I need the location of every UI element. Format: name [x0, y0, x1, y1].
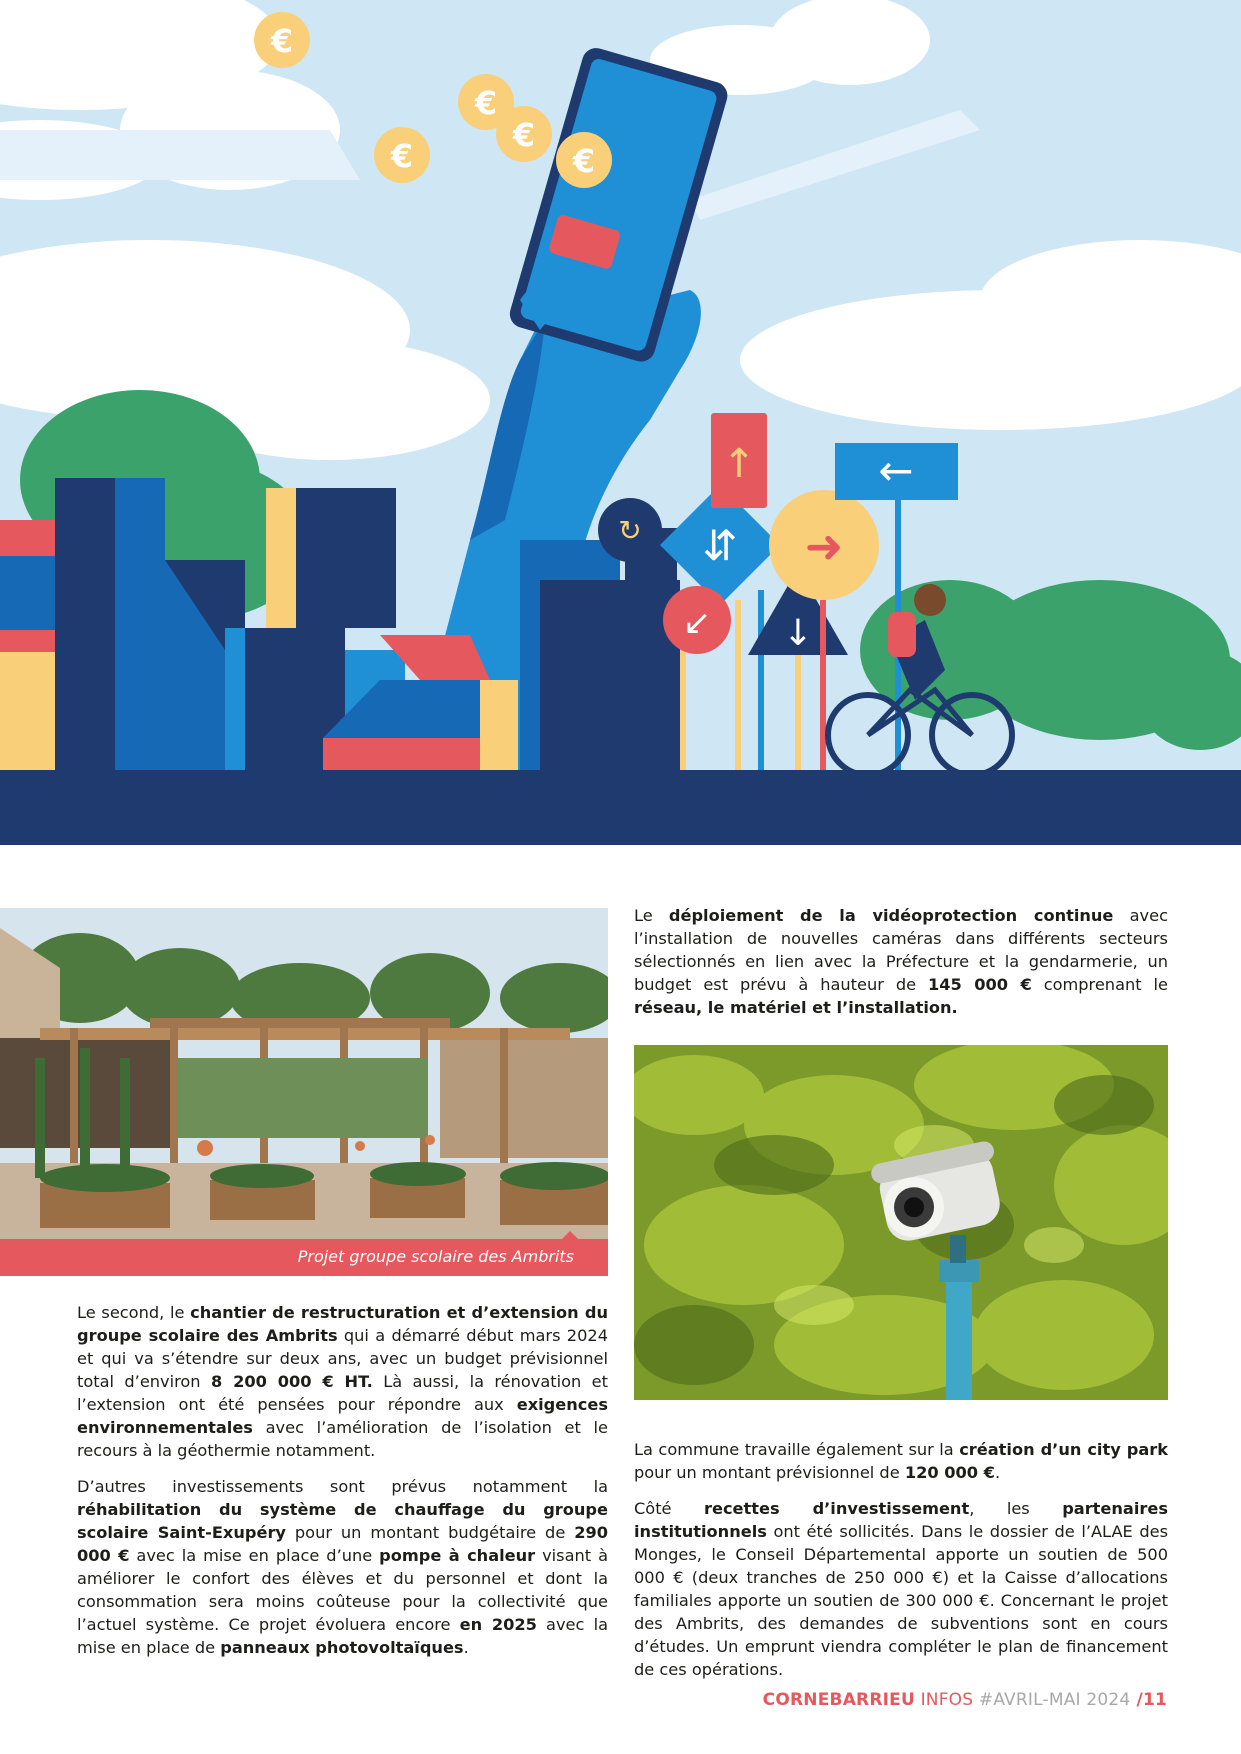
svg-text:€: € — [270, 22, 294, 60]
text-run: . — [463, 1638, 469, 1657]
bold-run: 120 000 € — [904, 1463, 995, 1482]
svg-text:€: € — [390, 137, 414, 175]
footer-issue: #AVRIL-MAI 2024 — [978, 1690, 1131, 1710]
svg-text:€: € — [512, 116, 536, 154]
text-run: , les — [969, 1499, 1063, 1518]
svg-text:↑: ↑ — [722, 441, 756, 487]
bold-run: réseau, le matériel et l’installation. — [634, 998, 958, 1017]
svg-text:↓: ↓ — [782, 613, 814, 654]
photo-caption-bar — [0, 1239, 608, 1276]
svg-text:←: ← — [878, 446, 914, 495]
bold-run: pompe à chaleur — [379, 1546, 536, 1565]
cctv-camera-photo — [634, 1045, 1168, 1400]
svg-text:⇵: ⇵ — [702, 521, 738, 570]
bold-run: réhabilitation du système de chauffage du groupe scolaire Saint-Exupéry — [77, 1500, 608, 1542]
bold-run: recettes d’investissement — [703, 1499, 970, 1518]
svg-text:€: € — [572, 142, 596, 180]
euro-coin-icon — [556, 132, 612, 188]
paragraph — [77, 1301, 608, 1462]
bold-run: exigences environnementales — [77, 1395, 608, 1437]
left-column-text — [77, 1301, 608, 1672]
paragraph — [77, 1475, 608, 1659]
ambrits-school-render — [0, 908, 608, 1239]
caption-notch — [562, 1231, 578, 1239]
videoprotection-paragraph — [634, 904, 1168, 1032]
svg-text:↙: ↙ — [682, 603, 712, 643]
text-run: avec la mise en place de — [77, 1615, 608, 1657]
footer-brand: CORNEBARRIEU — [762, 1690, 915, 1710]
euro-coin-icon — [496, 106, 552, 162]
text-run: Là aussi, la rénovation et l’extension ont été pensées pour répondre aux — [77, 1372, 608, 1414]
paragraph — [634, 1438, 1168, 1484]
bold-run: création d’un city park — [959, 1440, 1168, 1459]
text-run: . — [994, 1463, 1001, 1482]
school-courtyard-image — [0, 908, 608, 1239]
bold-run: 290 000 € — [77, 1523, 608, 1565]
footer-infos: INFOS — [920, 1690, 974, 1710]
text-run: D’autres investissements sont prévus notamment la — [77, 1477, 608, 1496]
text-run: comprenant le — [1031, 975, 1168, 994]
page-footer — [763, 1690, 1167, 1710]
text-run: Le — [634, 906, 669, 925]
video-text — [634, 904, 1168, 1019]
svg-text:↻: ↻ — [618, 514, 642, 547]
bold-run: partenaires institutionnels — [634, 1499, 1168, 1541]
text-run: pour un montant prévisionnel de — [634, 1463, 905, 1482]
text-run: avec l’installation de nouvelles caméras dans différents secteurs sélectionnés en lien avec la Préfecture et la gendarmerie, un budget est prévu à hauteur de — [634, 906, 1168, 994]
text-run: avec l’amélioration de l’isolation et le recours à la géothermie notamment. — [77, 1418, 608, 1460]
hero-illustration — [0, 0, 1241, 845]
security-camera-image — [634, 1045, 1168, 1400]
page-number: 11 — [1142, 1690, 1167, 1710]
svg-text:➜: ➜ — [804, 519, 844, 573]
text-run: qui a démarré début mars 2024 et qui va s’étendre sur deux ans, avec un budget prévisionnel total d’environ — [77, 1326, 608, 1391]
text-run: avec la mise en place d’une — [129, 1546, 380, 1565]
city-smartphone-illustration — [0, 0, 1241, 845]
text-run: Le second, le — [77, 1303, 191, 1322]
text-run: visant à améliorer le confort des élèves et du personnel et dont la consommation sera moins coûteuse pour la collectivité que l’actuel système. Ce projet évoluera encore — [77, 1546, 608, 1634]
photo-caption: Projet groupe scolaire des Ambrits — [297, 1247, 574, 1266]
right-column-text — [634, 1438, 1168, 1694]
bold-run: panneaux photovoltaïques — [220, 1638, 464, 1657]
paragraph — [634, 1497, 1168, 1681]
text-run: pour un montant budgétaire de — [285, 1523, 575, 1542]
euro-coin-icon — [374, 127, 430, 183]
text-run: ont été sollicités. Dans le dossier de l’ALAE des Monges, le Conseil Départemental apporte un soutien de 500 000 € (deux tranches de 250 000 €) et la Caisse d’allocations familiales apporte un soutien de 300 000 €. Concernant le projet des Ambrits, des demandes de subventions sont en cours d’études. Un emprunt viendra compléter le plan de financement de ces opérations. — [634, 1522, 1168, 1679]
bold-run: en 2025 — [459, 1615, 537, 1634]
bold-run: chantier de restructuration et d’extension du groupe scolaire des Ambrits — [77, 1303, 608, 1345]
euro-coin-icon — [254, 12, 310, 68]
bold-run: 8 200 000 € HT. — [210, 1372, 373, 1391]
bold-run: 145 000 € — [928, 975, 1032, 994]
bold-run: déploiement de la vidéoprotection continue — [668, 906, 1114, 925]
footer-sep: / — [1130, 1690, 1143, 1710]
text-run: Côté — [634, 1499, 704, 1518]
svg-text:€: € — [474, 84, 498, 122]
text-run: La commune travaille également sur la — [634, 1440, 960, 1459]
